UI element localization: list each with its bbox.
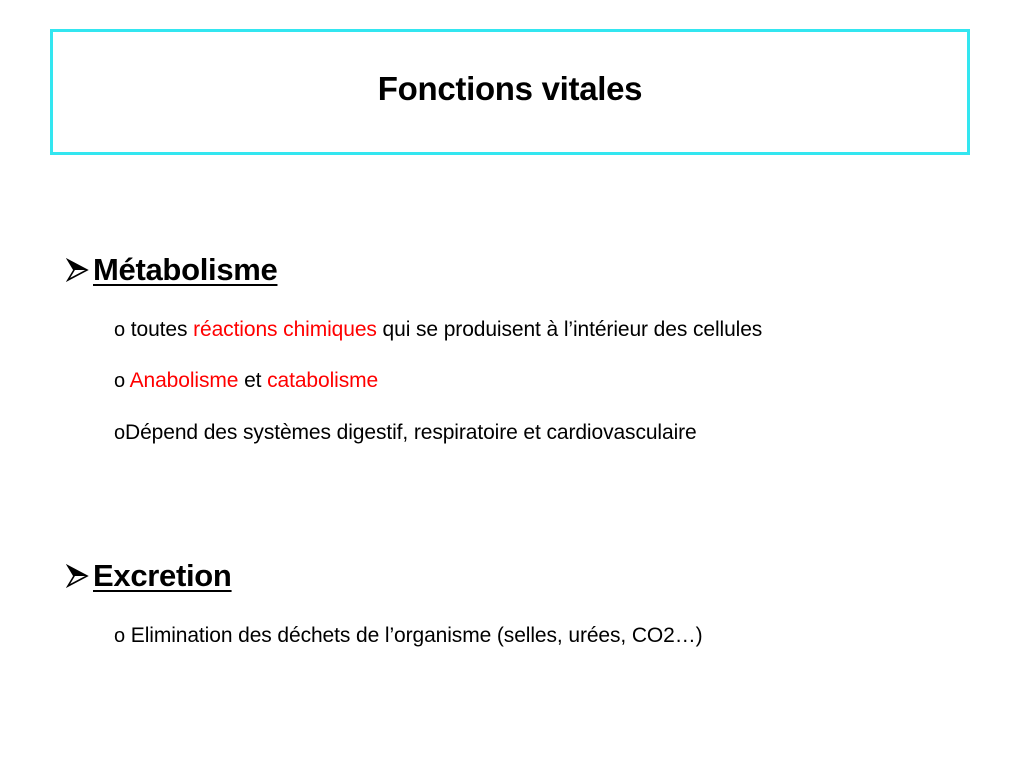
bullet-text: et bbox=[238, 369, 268, 392]
section-heading-metabolisme: Métabolisme bbox=[93, 252, 278, 287]
bullet-elimination bbox=[114, 624, 703, 648]
bullet-depend bbox=[114, 421, 697, 445]
bullet-anabolisme bbox=[114, 369, 378, 393]
bullet-text: toutes bbox=[130, 318, 194, 341]
bullet-text: Elimination des déchets de l’organisme (selles, urées, CO2…) bbox=[130, 624, 703, 647]
bullet-emphasis: catabolisme bbox=[267, 369, 379, 392]
title-box bbox=[50, 29, 970, 155]
arrow-bullet-icon bbox=[66, 563, 90, 589]
bullet-emphasis: réactions chimiques bbox=[193, 318, 377, 341]
bullet-marker: o bbox=[114, 625, 126, 647]
bullet-emphasis: Anabolisme bbox=[129, 369, 239, 392]
bullet-marker: o bbox=[114, 370, 126, 392]
bullet-marker: o bbox=[114, 319, 126, 341]
bullet-reactions bbox=[114, 318, 762, 342]
bullet-text: Dépend des systèmes digestif, respiratoire et cardiovasculaire bbox=[125, 421, 697, 444]
bullet-text: qui se produisent à l’intérieur des cellules bbox=[376, 318, 763, 341]
section-metabolisme bbox=[66, 252, 277, 288]
section-excretion bbox=[66, 558, 232, 594]
section-heading-excretion: Excretion bbox=[93, 558, 232, 593]
bullet-marker: o bbox=[114, 422, 126, 444]
slide-title: Fonctions vitales bbox=[377, 70, 643, 107]
arrow-bullet-icon bbox=[66, 257, 90, 283]
